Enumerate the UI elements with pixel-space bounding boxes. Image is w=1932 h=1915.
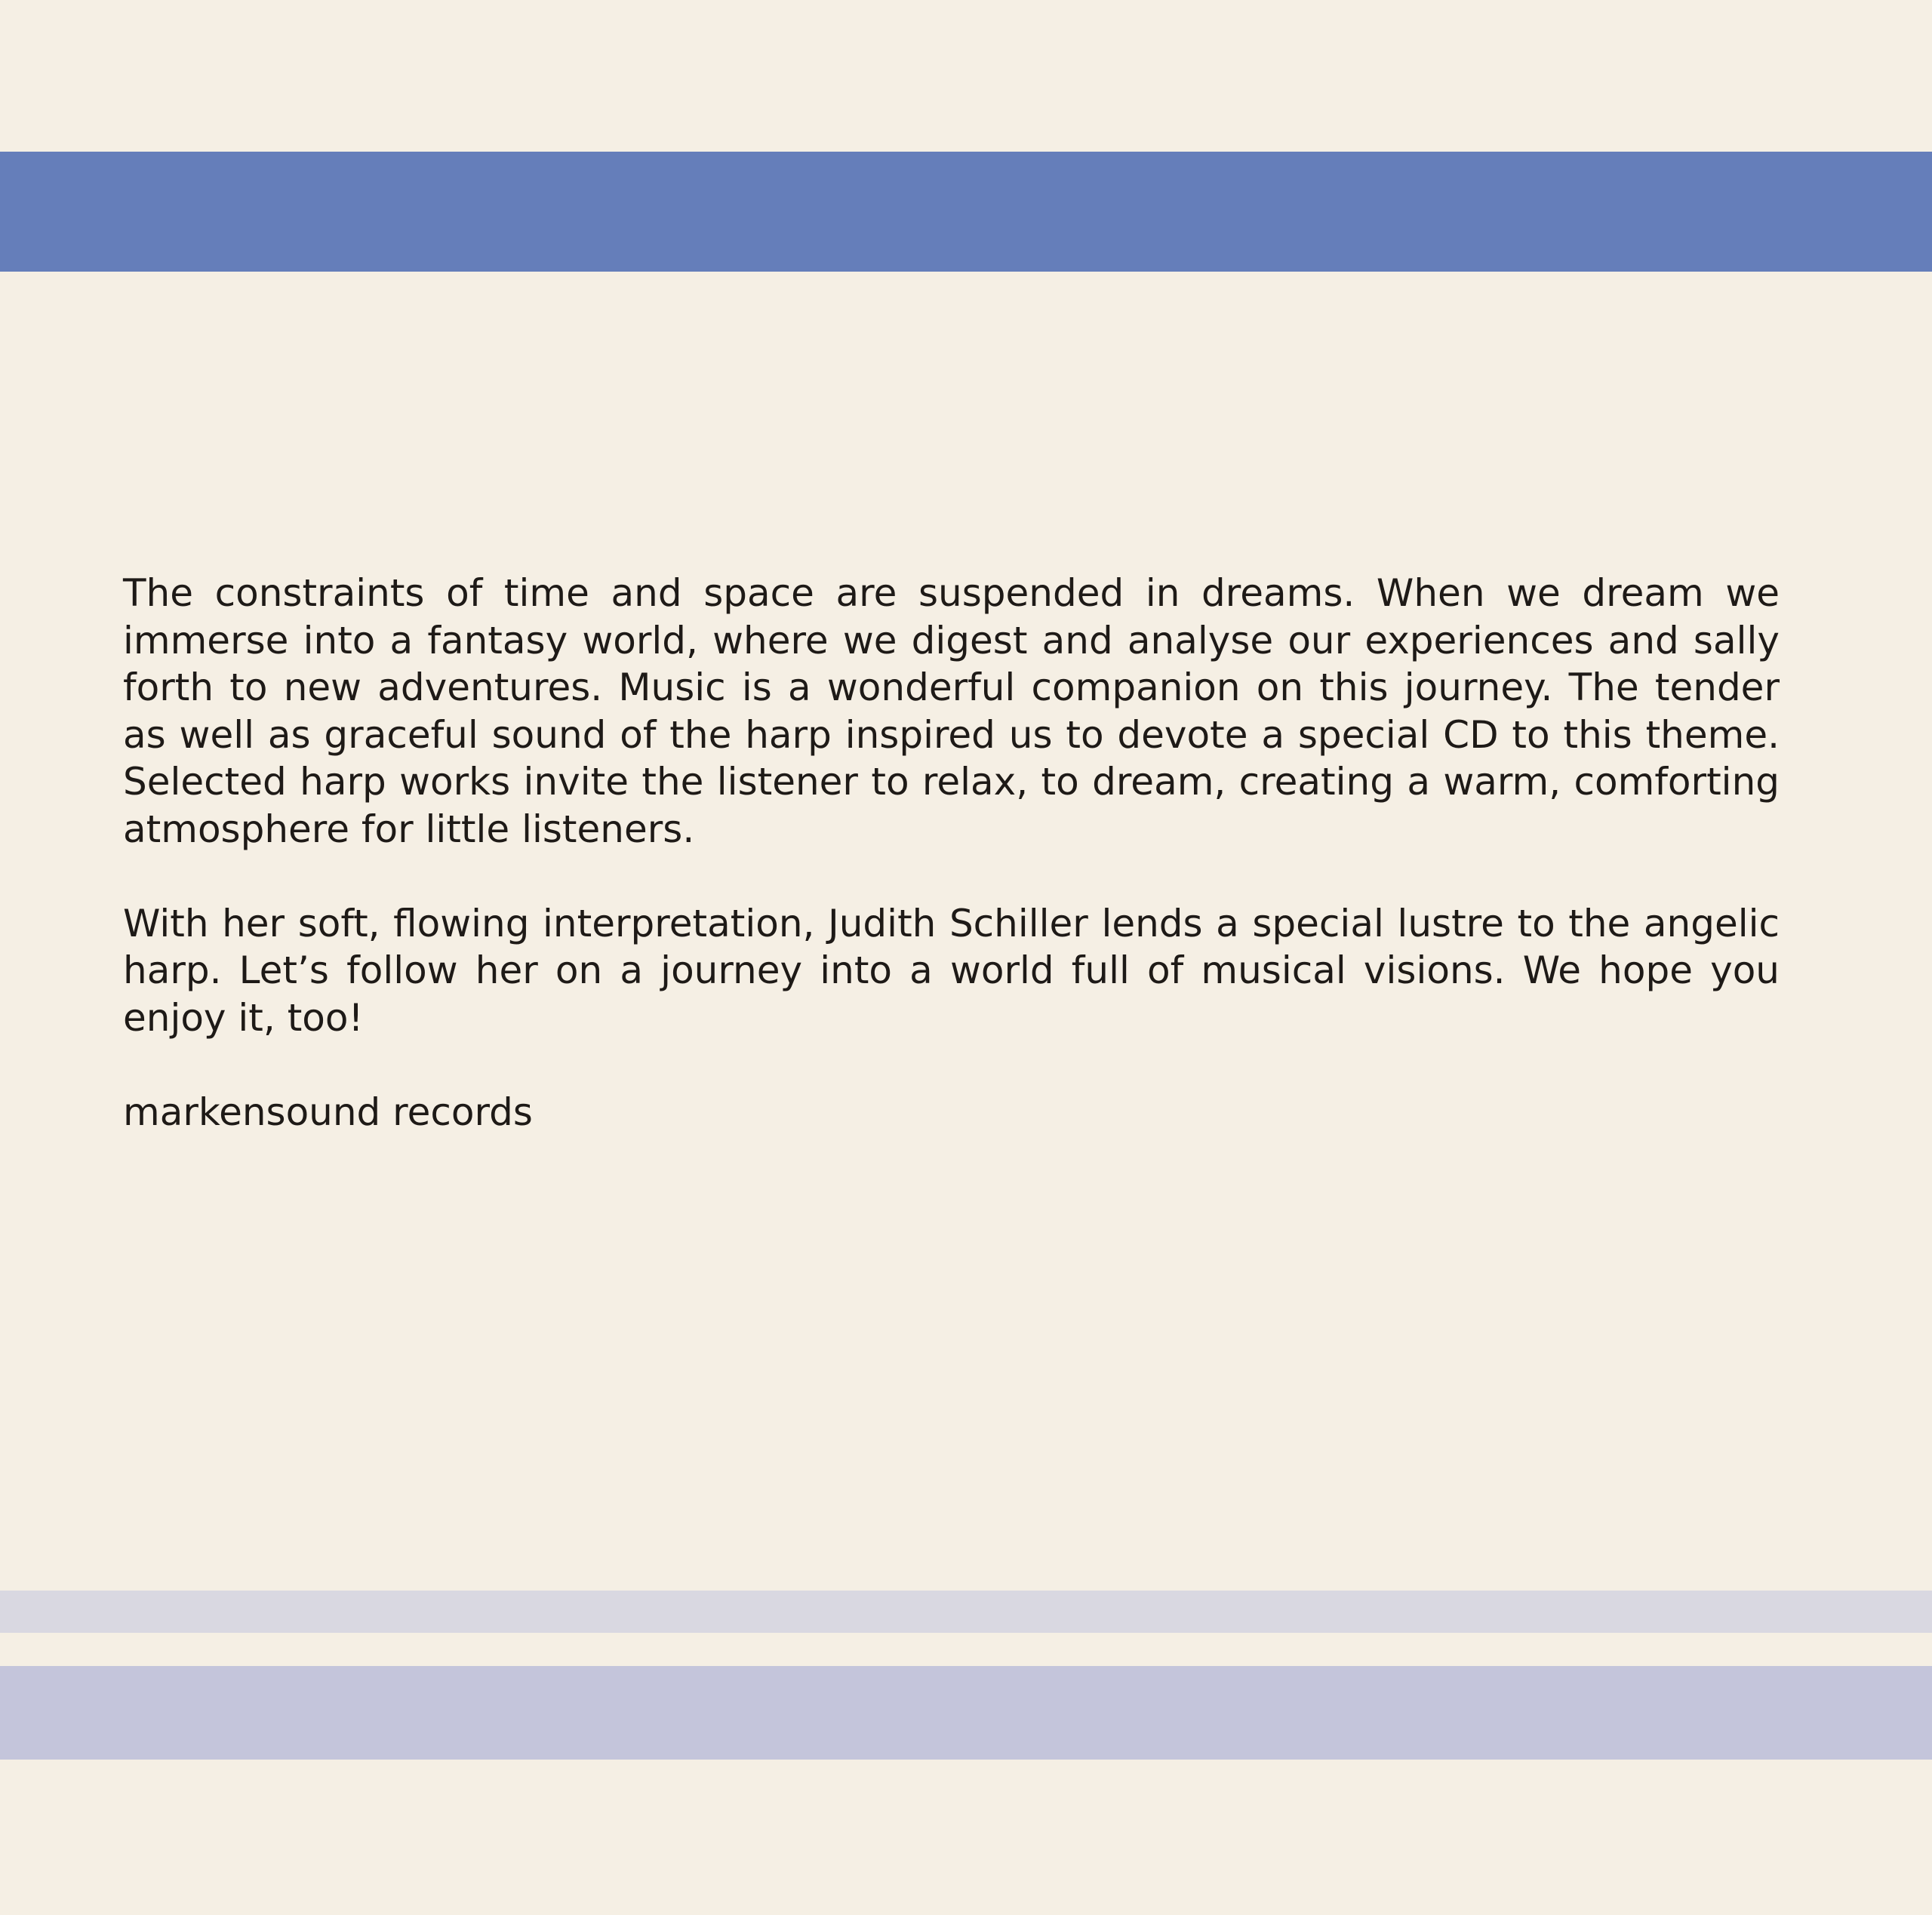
top-color-band: [0, 152, 1932, 272]
bottom-thin-band: [0, 1591, 1932, 1633]
bottom-thick-band: [0, 1666, 1932, 1760]
label-signature: markensound records: [123, 1090, 533, 1134]
paragraph-performer: With her soft, flowing interpretation, Judith Schiller lends a special lustre to the angelic harp. Let’s follow her on a journey into a world full of musical visions. We hope you enjoy it, too!: [123, 901, 1780, 1040]
paragraph-intro: The constraints of time and space are suspended in dreams. When we dream we immerse into a fantasy world, where we digest and analyse our experiences and sally forth to new adventures. Music is a wonderful companion on this journey. The tender as well as graceful sound of the harp inspired us to devote a special CD to this theme. Selected harp works invite the listener to relax, to dream, creating a warm, comforting atmosphere for little listeners.: [123, 571, 1780, 851]
liner-notes-text: [123, 570, 1780, 1136]
